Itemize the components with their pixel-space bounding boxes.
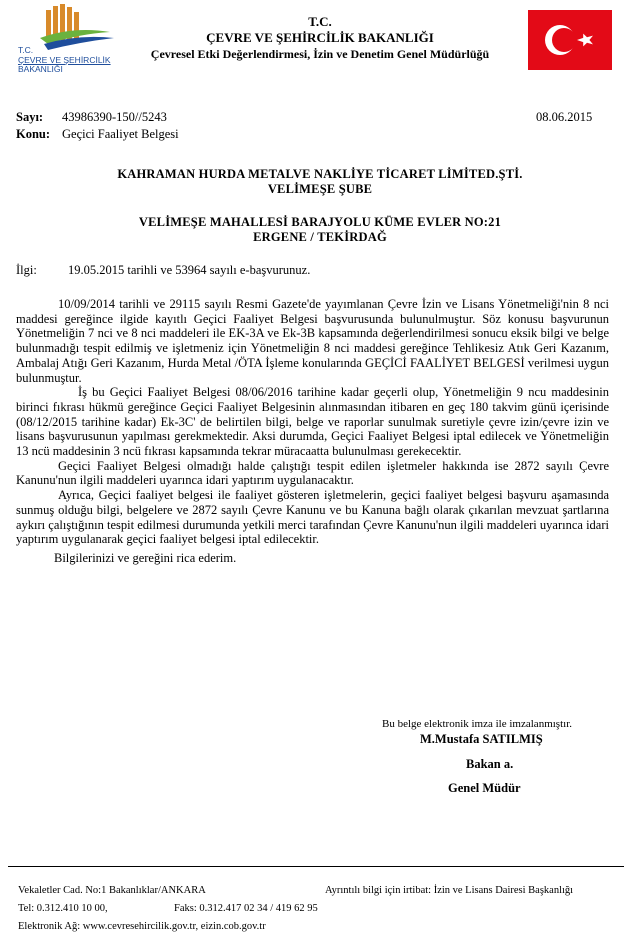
konu-value: Geçici Faaliyet Belgesi	[62, 127, 179, 141]
recipient-company-line1: KAHRAMAN HURDA METALVE NAKLİYE TİCARET LİMİTED.ŞTİ.	[117, 167, 523, 181]
body-paragraph-2: İş bu Geçici Faaliyet Belgesi 08/06/2016 tarihine kadar geçerli olup, Yönetmeliğin 9 ncu maddesinin birinci fıkrası hükmü gereğince Geçici Faaliyet Belgesinin alınmasından itibaren en geç 180 takvim günü içerisinde (08/12/2015 tarihine kadar) Ek-3C' de belirtilen bilgi, belge ve raporlar sunulmak suretiyle çevre izin/çevre izin ve lisans başvurusunun yapılması gerekmektedir. Aksi durumda, Geçici Faaliyet Belgesi iptal edilecek ve Yönetmeliğin 13 ncü maddesinin 3 ncü fıkrası kapsamında tekrar müracaatta bulunulması gerekecektir.	[16, 385, 609, 459]
ilgi-label: İlgi:	[16, 263, 37, 277]
logo-text	[18, 46, 111, 75]
org-title-line1: T.C.	[308, 14, 332, 29]
recipient-address-line2: ERGENE / TEKİRDAĞ	[253, 230, 387, 244]
sayi-label: Sayı:	[16, 110, 44, 124]
konu-row	[16, 127, 179, 142]
logo-text-line: BAKANLIĞI	[18, 64, 63, 74]
document-date: 08.06.2015	[536, 110, 593, 124]
signatory-title-line2: Genel Müdür	[448, 781, 521, 795]
org-title-line2: ÇEVRE VE ŞEHİRCİLİK BAKANLIĞI	[206, 30, 434, 45]
signatory-name: M.Mustafa SATILMIŞ	[420, 732, 543, 746]
e-signature-note: Bu belge elektronik imza ile imzalanmıştır.	[382, 718, 573, 730]
signatory-title-line1: Bakan a.	[466, 757, 514, 771]
logo-text-line: T.C.	[18, 45, 34, 55]
letter-body	[16, 297, 609, 566]
footer-web: Elektronik Ağ: www.cevresehircilik.gov.tr, eizin.cob.gov.tr	[18, 921, 266, 932]
logo-text-line: ÇEVRE VE ŞEHİRCİLİK	[18, 54, 111, 65]
ilgi-value: 19.05.2015 tarihli ve 53964 sayılı e-başvurunuz.	[68, 263, 311, 277]
closing-line: Bilgilerinizi ve gereğini rica ederim.	[54, 550, 237, 565]
footer-fax: Faks: 0.312.417 02 34 / 419 62 95	[174, 903, 318, 914]
sayi-row	[16, 110, 167, 125]
footer-address: Vekaletler Cad. No:1 Bakanlıklar/ANKARA	[18, 885, 206, 896]
ilgi-row	[16, 263, 310, 278]
footer-tel: Tel: 0.312.410 10 00,	[18, 903, 108, 914]
sayi-value: 43986390-150//5243	[62, 110, 167, 124]
footer-contact: Ayrıntılı bilgi için irtibat: İzin ve Lisans Dairesi Başkanlığı	[325, 885, 574, 896]
footer-divider	[8, 866, 624, 867]
body-paragraph-3: Geçici Faaliyet Belgesi olmadığı halde çalıştığı tespit edilen işletmeler hakkında ise 2872 sayılı Çevre Kanunu'nun ilgili maddeleri uyarınca idari yaptırım uygulanacaktır.	[16, 458, 609, 488]
recipient-address-line1: VELİMEŞE MAHALLESİ BARAJYOLU KÜME EVLER NO:21	[138, 215, 502, 229]
recipient-company-line2: VELİMEŞE ŞUBE	[267, 182, 373, 196]
body-paragraph-4: Ayrıca, Geçici faaliyet belgesi ile faaliyet gösteren işletmelerin, geçici faaliyet belgesi başvuru aşamasında sunmuş olduğu bilgi, belgelere ve 2872 sayılı Çevre Kanunu ve bu Kanuna bağlı olarak çıkarılan mevzuat şartlarına aykırı çalıştığının tespit edilmesi durumunda yetkili merci tarafından Çevre Kanunu'nun ilgili maddeleri uyarınca idari yaptırım uygulanarak geçici faaliyet belgesi iptal edilecektir.	[16, 488, 609, 547]
konu-label: Konu:	[16, 127, 51, 141]
org-title-line3: Çevresel Etki Değerlendirmesi, İzin ve Denetim Genel Müdürlüğü	[150, 47, 490, 61]
turkish-flag-icon	[528, 10, 612, 70]
body-paragraph-1: 10/09/2014 tarihli ve 29115 sayılı Resmi Gazete'de yayımlanan Çevre İzin ve Lisans Yönetmeliği'nin 8 nci maddesi gereğince ilgide kayıtlı Geçici Faaliyet Belgesi başvurusunda bulunulmuştur. Söz konusu başvurunun Yönetmeliğin 7 nci ve 8 nci maddeleri ile EK-3A ve Ek-3B kapsamında değerlendirilmesi sonucu eksik bilgi ve belge bulunmadığı tespit edilmiş ve işletmeniz için Yönetmeliğin 8 nci maddesi gereğince Tehlikesiz Atık Geri Kazanım, Ambalaj Atığı Geri Kazanım, Hurda Metal /ÖTA İşleme konularında GEÇİCİ FAALİYET BELGESİ verilmesi uygun bulunmuştur.	[16, 297, 609, 385]
